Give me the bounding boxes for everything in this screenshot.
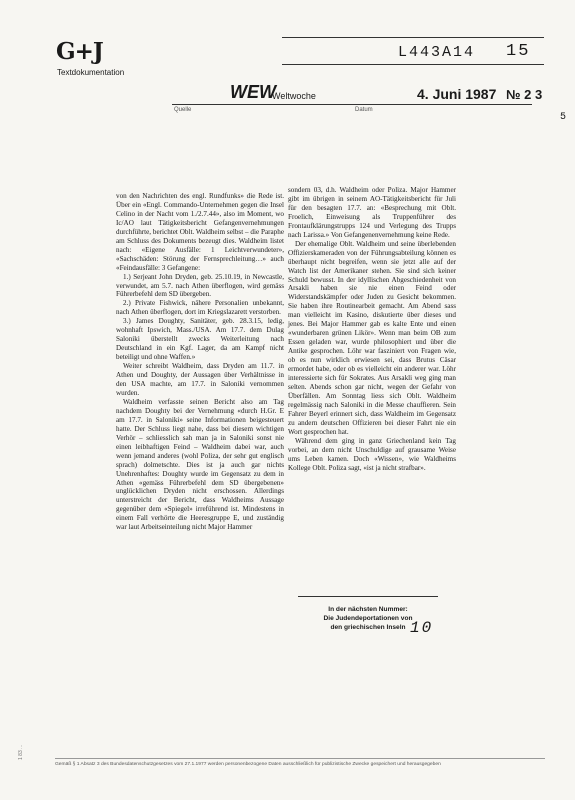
header-rule-bottom — [282, 64, 544, 65]
issue-number: № 2 3 — [506, 87, 543, 102]
article-column-left — [116, 192, 284, 532]
notice-handwritten-number: 10 — [410, 619, 434, 637]
footer-disclaimer: Gemäß § 1 Absatz 3 des Bundesdatenschutzgesetzes vom 27.1.1977 werden personenbezogene Daten ausschließlich für publizistische Zwecke gespeichert und herausgegeben — [55, 762, 441, 767]
datum-label: Datum — [355, 107, 373, 113]
paragraph: 1.) Serjeant John Dryden, geb. 25.10.19, in Newcastle, verwundet, am 5.7. nach Athen überflogen, wird gemäss Führerbefehl dem SD übergeben. — [116, 272, 284, 299]
header-rule-top — [282, 37, 544, 38]
margin-mark: 5 — [560, 112, 569, 123]
source-line — [172, 104, 532, 105]
quelle-label: Quelle — [174, 107, 192, 113]
notice-line: den griechischen Inseln — [330, 624, 406, 631]
notice-line: In der nächsten Nummer: — [328, 606, 408, 613]
paragraph: 2.) Private Fishwick, nähere Personalien unbekannt, nach Athen überflogen, dort im Kriegslazarett verstorben. — [116, 299, 284, 317]
logo-subtitle: Textdokumentation — [57, 68, 125, 77]
side-reference: 1 83 ... — [18, 744, 24, 760]
article-column-right — [288, 186, 456, 473]
archive-mark: 15 — [506, 42, 531, 61]
paragraph: Waldheim verfasste seinen Bericht also am Tag nachdem Doughty bei der Vernehmung «durch H.Gr. E am 17.7. in Saloniki» seine Informationen beigesteuert hatte. Der Schluss liegt nahe, dass bei diesem wichtigen Verhör – schliesslich sah man ja in Saloniki sonst nie einen leibhaftigen Feind – Waldheim dabei war, auch wenn jemand anderes (wohl Poliza, der sehr gut englisch sprach) dolmetschte. Dies ist ja auch gar nichts Unehrenhaftes: Doughty wurde im Gegensatz zu dem in Athen «gemäss Führerbefehl dem SD übergebenen» unglücklichen Dryden nicht erschossen. Allerdings unterstreicht der Bericht, dass Waldheims Aussage gegenüber dem «Spiegel» irreführend ist. Mindestens in einem Fall verhörte die Heeresgruppe E, und zuständig war laut Arbeitseinteilung nicht Major Hammer — [116, 397, 284, 532]
paragraph: sondern 03, d.h. Waldheim oder Poliza. Major Hammer gibt im übrigen in seinem AO-Tätigkeitsbericht für Juli für den besagten 17.7. an: «Besprechung mit Oblt. Froelich, Einweisung als Truppenführer des Frontaufklärungstrupps 124 und Verlegung des Trupps nach Larissa.» Von Gefangenenvernehmung keine Rede. — [288, 186, 456, 239]
archive-code: L443A14 — [398, 44, 476, 61]
publication-date: 4. Juni 1987 — [417, 86, 497, 102]
notice-line: Die Judendeportationen von — [323, 615, 413, 622]
paragraph: Weiter schreibt Waldheim, dass Dryden am 11.7. in Athen und Doughty, der Aussagen über Verhältnisse in den USA machte, am 17.7. in Saloniki vernommen wurden. — [116, 362, 284, 397]
notice-rule — [298, 596, 438, 597]
gj-logo: G+J — [56, 38, 103, 65]
publication-abbr: WEW — [230, 82, 276, 102]
footer-rule — [55, 758, 545, 759]
paragraph: von den Nachrichten des engl. Rundfunks» die Rede ist. Über ein «Engl. Commando-Unternehmen gegen die Insel Celino in der Nacht vom 1./2.7.44», also im Moment, wo Ic/AO laut Tätigkeitsbericht Gefangenvernehmungen durchführte, berichtet Oblt. Waldheim selbst – die Paraphe am Schluss des Dokuments bezeugt dies. Waldheim listet nach: «Eigene Ausfälle: 1 Leichtverwundeter», «Sachschäden: Störung der Fernsprechleitung…» auch «Feindausfälle: 3 Gefangene: — [116, 192, 284, 272]
paragraph: Während dem ging in ganz Griechenland kein Tag vorbei, an dem nicht Unschuldige auf grausame Weise ums Leben kamen. Doch «Wissen», wie Waldheims Kollege Oblt. Poliza sagt, «ist ja nicht strafbar». — [288, 436, 456, 472]
paragraph: Der ehemalige Oblt. Waldheim und seine überlebenden Offizierskameraden von der Führungsabteilung können es überhaupt nicht begreifen, wenn sie jetzt alle auf der Watch list der Amerikaner stehen. Sie sind sich keiner Schuld bewusst. In der idyllischen Abgeschiedenheit von Arsakli haben sie nie einen Feind oder Widerstandskämpfer oder Juden zu Gesicht bekommen. Sie haben ihre Routinearbeit gemacht. Am Abend sass man vielleicht im Kasino, diskutierte über dieses und jenes. Bei Major Hammer gab es kalte Ente und einen «wunderbaren grünen Likör». Wenn man beim OB zum Essen geladen war, wurde philosophiert und über die Antike gesprochen. Löhr war fasziniert von Fragen wie, ob es nun wirklich erwiesen sei, dass Brutus Cäsar ermordet habe, oder ob es vielleicht ein anderer war. Löhr interessierte sich für Sokrates. Aus Arsakli weg ging man selten. Abends schon gar nicht, wegen der Gefahr von Überfällen. Am Sonntag liess sich Oblt. Waldheim regelmässig nach Saloniki in die Messe chauffieren. Sein Fahrer Beyerl erinnert sich, dass Waldheim im Gegensatz zu andern deutschen Offizieren bei dieser Fahrt nie ein Wort gesprochen hat. — [288, 239, 456, 436]
paragraph: 3.) James Doughty, Sanitäter, geb. 28.3.15, ledig, wohnhaft Ipswich, Mass./USA. Am 17.7. dem Dulag Saloniki überstellt zwecks Weiterleitung nach Deutschland in ein Kgf. Lager, da am Kampf nicht beteiligt und ohne Waffen.» — [116, 317, 284, 362]
publication-name: Weltwoche — [272, 91, 316, 101]
